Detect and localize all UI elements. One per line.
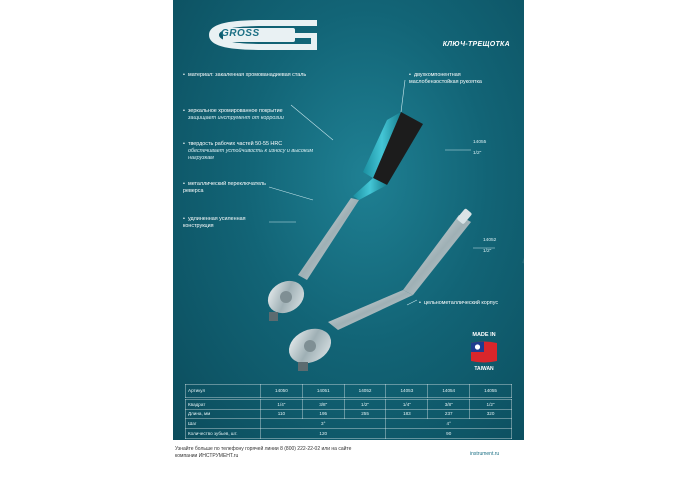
bullet-icon: • — [409, 72, 411, 78]
table-cell: 1/2" — [344, 399, 386, 409]
table-row — [186, 419, 512, 429]
table-cell: 14051 — [302, 385, 344, 398]
ratchet-14052 — [283, 208, 472, 371]
footer-contact-text: Узнайте больше по телефону горячей линии 8 (800) 222-22-02 или на сайте компании ИНСТРУМЕНТ.ru — [175, 446, 352, 459]
bullet-icon: • — [419, 300, 421, 306]
brand-logo-text: GROSS — [221, 28, 260, 39]
bullet-icon: • — [183, 141, 185, 147]
feature-chrome-coating: • зеркальное хромированное покрытие защищает инструмент от коррозии — [183, 108, 284, 121]
table-cell: 1/2" — [470, 399, 512, 409]
product-code-14055: 14055 — [473, 140, 487, 145]
footer-website-link[interactable]: instrument.ru — [470, 451, 500, 457]
table-cell: 3° — [261, 419, 386, 429]
bullet-icon: • — [183, 108, 185, 114]
table-cell: 255 — [344, 409, 386, 419]
bullet-icon: • — [183, 72, 185, 78]
table-cell: 14054 — [428, 385, 470, 398]
table-cell: 14053 — [386, 385, 428, 398]
product-flyer — [173, 0, 583, 440]
table-cell: 14052 — [344, 385, 386, 398]
table-cell: 3/8" — [428, 399, 470, 409]
country-label: TAIWAN — [474, 366, 494, 372]
table-cell: 14055 — [470, 385, 512, 398]
feature-all-metal-body: • цельнометаллический корпус — [419, 300, 499, 306]
table-cell: 195 — [302, 409, 344, 419]
product-size-14055: 1/2" — [473, 151, 482, 156]
table-cell: Шаг — [186, 419, 261, 429]
bullet-icon: • — [183, 216, 185, 222]
table-cell: 1/4" — [386, 399, 428, 409]
feature-reverse-switch: • металлический переключатель реверса — [183, 181, 266, 194]
table-cell: 237 — [428, 409, 470, 419]
table-cell: Количество зубьев, шт. — [186, 429, 261, 439]
feature-grip: • двухкомпонентная маслобензостойкая рукоятка — [409, 72, 482, 85]
feature-material: • материал: закаленная хромованадиевая сталь — [183, 72, 307, 78]
table-cell: Длина, мм — [186, 409, 261, 419]
made-in-label: MADE IN — [472, 332, 496, 338]
product-size-14052: 1/2" — [483, 249, 492, 254]
table-row — [186, 399, 512, 409]
table-cell: Артикул — [186, 385, 261, 398]
table-cell: 3/8" — [302, 399, 344, 409]
table-header-row — [186, 385, 512, 398]
table-cell: 90 — [386, 429, 512, 439]
table-cell: Квадрат — [186, 399, 261, 409]
table-cell: 320 — [470, 409, 512, 419]
watermark: KKU — [514, 185, 583, 278]
feature-hardness: • твердость рабочих частей 50-55 HRC обеспечивает устойчивость к износу и высоким нагрузкам — [183, 141, 314, 161]
table-cell: 183 — [386, 409, 428, 419]
table-cell: 110 — [261, 409, 303, 419]
product-title: КЛЮЧ-ТРЕЩОТКА — [442, 41, 510, 48]
table-cell: 4° — [386, 419, 512, 429]
bullet-icon: • — [183, 181, 185, 187]
table-cell: 120 — [261, 429, 386, 439]
spec-table — [185, 384, 512, 439]
feature-reinforced-design: • удлиненная усиленная конструкция — [183, 216, 246, 229]
product-code-14052: 14052 — [483, 238, 497, 243]
table-cell: 1/4" — [261, 399, 303, 409]
table-row — [186, 429, 512, 439]
taiwan-flag-icon — [471, 341, 497, 363]
table-cell: 14050 — [261, 385, 303, 398]
table-row — [186, 409, 512, 419]
